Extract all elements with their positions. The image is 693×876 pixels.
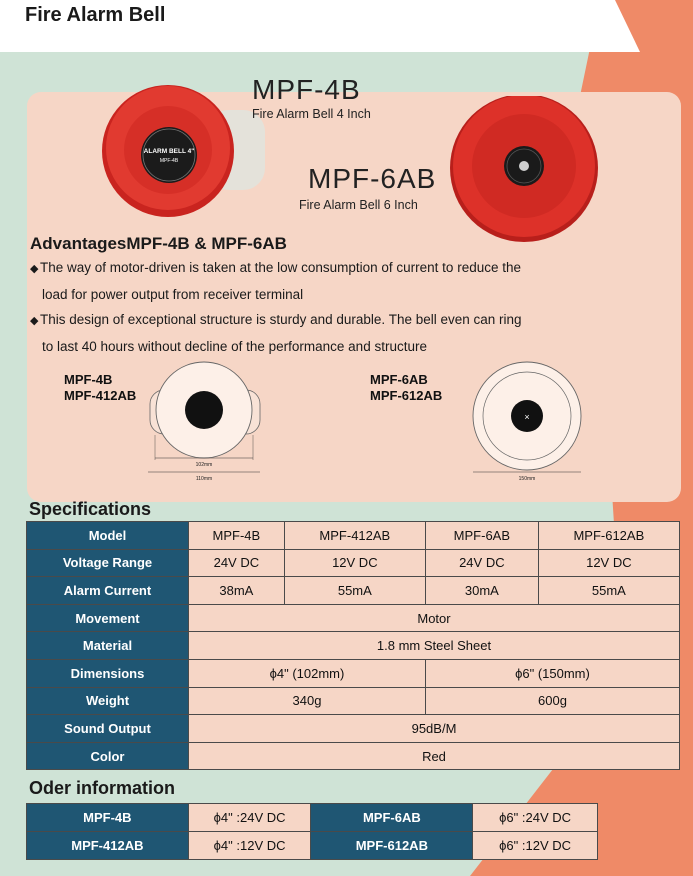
- diagram-small-label2: MPF-412AB: [64, 388, 137, 403]
- bell-4b-badge-line2: MPF-4B: [159, 158, 179, 164]
- spec-label: Alarm Current: [27, 577, 189, 605]
- diamond-bullet-icon: ◆: [30, 263, 39, 275]
- diamond-bullet-icon: ◆: [30, 315, 39, 327]
- spec-cell: ϕ4" (102mm): [189, 659, 426, 687]
- spec-cell: 340g: [189, 687, 426, 715]
- table-row: [27, 742, 680, 770]
- spec-label: Model: [27, 522, 189, 550]
- spec-label: Movement: [27, 604, 189, 632]
- bell-6ab-photo: [448, 96, 608, 246]
- order-spec: ϕ6" :12V DC: [473, 832, 598, 860]
- spec-cell: MPF-4B: [189, 522, 285, 550]
- spec-label: Color: [27, 742, 189, 770]
- svg-text:×: ×: [524, 412, 530, 422]
- diagram-small-bell: [140, 360, 270, 485]
- table-row: [27, 577, 680, 605]
- table-row: [27, 659, 680, 687]
- order-model: MPF-4B: [27, 804, 189, 832]
- spec-cell: 38mA: [189, 577, 285, 605]
- spec-cell: 24V DC: [189, 549, 285, 577]
- order-spec: ϕ4" :24V DC: [188, 804, 311, 832]
- model-4b-name: MPF-4B: [252, 74, 361, 105]
- diagram-small-label1: MPF-4B: [64, 372, 113, 387]
- diagram-small-dim-outer: 110mm: [195, 476, 213, 482]
- page-title: Fire Alarm Bell: [25, 4, 166, 26]
- diagram-large-label1: MPF-6AB: [370, 372, 428, 387]
- order-model: MPF-412AB: [27, 832, 189, 860]
- spec-cell: 12V DC: [538, 549, 679, 577]
- spec-cell: 1.8 mm Steel Sheet: [189, 632, 680, 660]
- advantage-item-2: [30, 307, 650, 359]
- spec-cell: 55mA: [538, 577, 679, 605]
- spec-label: Voltage Range: [27, 549, 189, 577]
- order-spec: ϕ4" :12V DC: [188, 832, 311, 860]
- table-row: [27, 715, 680, 743]
- specifications-table: [26, 521, 680, 770]
- diagram-large-dim: 150mm: [518, 476, 536, 482]
- bell-4b-badge-line1: ALARM BELL 4": [143, 148, 195, 155]
- order-info-table: [26, 803, 598, 860]
- order-model: MPF-612AB: [311, 832, 473, 860]
- spec-cell: 95dB/M: [189, 715, 680, 743]
- diagram-large-bell: [465, 360, 590, 485]
- spec-cell: MPF-412AB: [284, 522, 425, 550]
- spec-cell: 30mA: [425, 577, 538, 605]
- diagram-large-labels: [370, 372, 442, 404]
- advantage-1-line1: The way of motor-driven is taken at the low consumption of current to reduce the: [40, 260, 521, 275]
- advantage-2-line2: to last 40 hours without decline of the performance and structure: [42, 339, 427, 354]
- advantage-1-line2: load for power output from receiver terminal: [42, 287, 304, 302]
- order-spec: ϕ6" :24V DC: [473, 804, 598, 832]
- diagram-large-label2: MPF-612AB: [370, 388, 443, 403]
- order-info-title: Oder information: [29, 778, 176, 798]
- table-row: [27, 604, 680, 632]
- diagram-small-labels: [64, 372, 136, 404]
- advantage-2-line1: This design of exceptional structure is sturdy and durable. The bell even can ring: [40, 312, 522, 327]
- model-6ab-subtitle: Fire Alarm Bell 6 Inch: [299, 198, 418, 212]
- table-row: [27, 632, 680, 660]
- spec-cell: MPF-612AB: [538, 522, 679, 550]
- spec-label: Weight: [27, 687, 189, 715]
- bell-4b-photo: [95, 80, 275, 220]
- spec-label: Material: [27, 632, 189, 660]
- model-4b-subtitle: Fire Alarm Bell 4 Inch: [252, 107, 371, 121]
- advantage-item-1: [30, 255, 650, 307]
- spec-cell: 24V DC: [425, 549, 538, 577]
- table-row: [27, 832, 598, 860]
- specifications-title: Specifications: [29, 499, 152, 519]
- spec-label: Dimensions: [27, 659, 189, 687]
- table-row: [27, 549, 680, 577]
- order-model: MPF-6AB: [311, 804, 473, 832]
- spec-cell: Motor: [189, 604, 680, 632]
- table-row: [27, 687, 680, 715]
- model-6ab-name: MPF-6AB: [308, 163, 437, 194]
- table-row: [27, 522, 680, 550]
- spec-label: Sound Output: [27, 715, 189, 743]
- spec-cell: 600g: [425, 687, 679, 715]
- spec-cell: MPF-6AB: [425, 522, 538, 550]
- spec-cell: 12V DC: [284, 549, 425, 577]
- table-row: [27, 804, 598, 832]
- spec-cell: ϕ6" (150mm): [425, 659, 679, 687]
- spec-cell: 55mA: [284, 577, 425, 605]
- spec-cell: Red: [189, 742, 680, 770]
- advantages-title: AdvantagesMPF-4B & MPF-6AB: [30, 234, 287, 253]
- diagram-small-dim-inner: 102mm: [195, 462, 213, 468]
